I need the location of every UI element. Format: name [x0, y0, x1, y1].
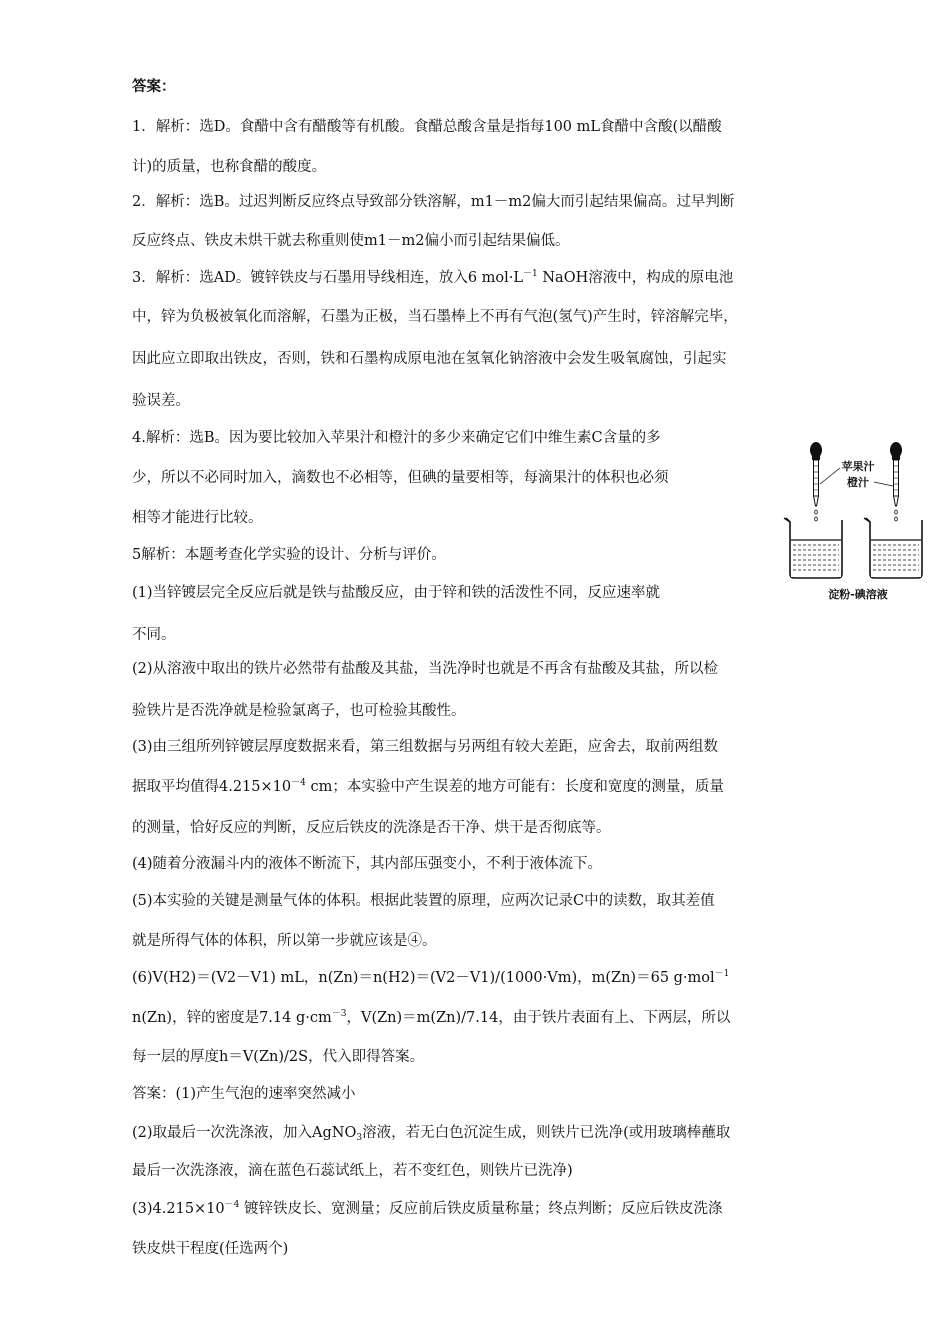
text-line-17: (3)由三组所列锌镀层厚度数据来看，第三组数据与另两组有较大差距，应舍去，取前两组数: [132, 739, 719, 755]
text-line-4: 反应终点、铁皮未烘干就去称重则使m1－m2偏小而引起结果偏低。: [132, 233, 570, 249]
text-line-5-part-b: NaOH溶液中，构成的原电池: [537, 270, 734, 286]
text-line-23: [132, 968, 729, 988]
figure-label-starch-iodine: 淀粉-碘溶液: [828, 588, 888, 601]
text-line-13: (1)当锌镀层完全反应后就是铁与盐酸反应，由于锌和铁的活泼性不同，反应速率就: [132, 585, 661, 601]
text-line-25: 每一层的厚度h＝V(Zn)/2S，代入即得答案。: [132, 1049, 425, 1065]
text-line-29-part-a: (3)4.215×10: [132, 1201, 225, 1217]
text-line-24-part-a: n(Zn)，锌的密度是7.14 g·cm: [132, 1010, 332, 1026]
text-line-27-part-a: (2)取最后一次洗涤液，加入AgNO: [132, 1125, 357, 1141]
left-dropper-icon: [810, 442, 822, 521]
right-beaker-icon: [864, 518, 922, 578]
text-line-3: 2．解析：选B。过迟判断反应终点导致部分铁溶解，m1－m2偏大而引起结果偏高。过早判断: [132, 194, 735, 210]
text-line-30: 铁皮烘干程度(任选两个): [132, 1241, 289, 1257]
answer-heading: 答案：: [132, 79, 176, 95]
superscript-minus-1: －1: [523, 269, 538, 279]
subscript-3: 3: [356, 1133, 363, 1143]
right-dropper-icon: [890, 442, 902, 521]
text-line-1: 1．解析：选D。食醋中含有醋酸等有机酸。食醋总酸含量是指每100 mL食醋中含酸(以醋酸: [132, 119, 722, 135]
text-line-5: [132, 268, 733, 288]
superscript-minus-3: －3: [331, 1009, 347, 1019]
superscript-minus-1-b: －1: [714, 969, 730, 979]
text-line-5-part-a: 3．解析：选AD。镀锌铁皮与石墨用导线相连，放入6 mol·L: [132, 270, 524, 286]
text-line-10: 少，所以不必同时加入，滴数也不必相等，但碘的量要相等，每滴果汁的体积也必须: [132, 470, 669, 486]
text-line-28: 最后一次洗涤液，滴在蓝色石蕊试纸上，若不变红色，则铁片已洗净): [132, 1163, 573, 1179]
figure-label-apple-juice: 苹果汁: [841, 460, 875, 473]
superscript-minus-4: －4: [291, 778, 306, 788]
text-line-24-part-b: ，V(Zn)＝m(Zn)/7.14，由于铁片表面有上、下两层，所以: [346, 1010, 731, 1026]
text-line-21: (5)本实验的关键是测量气体的体积。根据此装置的原理，应两次记录C中的读数，取其差值: [132, 893, 715, 909]
text-line-8: 验误差。: [132, 393, 190, 409]
left-beaker-icon: [784, 518, 842, 578]
beaker-dropper-figure: [778, 440, 928, 605]
text-line-29-part-b: 镀锌铁皮长、宽测量；反应前后铁皮质量称量；终点判断；反应后铁皮洗涤: [239, 1201, 723, 1217]
text-line-18-part-a: 据取平均值得4.215×10: [132, 779, 292, 795]
text-line-12: 5解析：本题考查化学实验的设计、分析与评价。: [132, 547, 446, 563]
text-line-27-part-b: 溶液，若无白色沉淀生成，则铁片已洗净(或用玻璃棒蘸取: [362, 1125, 731, 1141]
text-line-15: (2)从溶液中取出的铁片必然带有盐酸及其盐，当洗净时也就是不再含有盐酸及其盐，所以检: [132, 661, 719, 677]
text-line-29: [132, 1199, 723, 1219]
text-line-6: 中，锌为负极被氧化而溶解，石墨为正极，当石墨棒上不再有气泡(氢气)产生时，锌溶解完毕，: [132, 309, 738, 325]
text-line-9: 4.解析：选B。因为要比较加入苹果汁和橙汁的多少来确定它们中维生素C含量的多: [132, 430, 661, 446]
text-line-18-part-b: cm；本实验中产生误差的地方可能有：长度和宽度的测量，质量: [305, 779, 724, 795]
text-line-11: 相等才能进行比较。: [132, 510, 263, 526]
text-line-23-part-a: (6)V(H2)＝(V2－V1) mL，n(Zn)＝n(H2)＝(V2－V1)/(1000·Vm)，m(Zn)＝65 g·mol: [132, 970, 715, 986]
text-line-20: (4)随着分液漏斗内的液体不断流下，其内部压强变小，不利于液体流下。: [132, 856, 603, 872]
text-line-7: 因此应立即取出铁皮，否则，铁和石墨构成原电池在氢氧化钠溶液中会发生吸氧腐蚀，引起实: [132, 351, 727, 367]
text-line-22: 就是所得气体的体积，所以第一步就应该是④。: [132, 933, 437, 949]
text-line-27: [132, 1123, 730, 1143]
text-line-26: 答案：(1)产生气泡的速率突然减小: [132, 1086, 356, 1102]
text-line-14: 不同。: [132, 627, 176, 643]
superscript-minus-4-b: －4: [224, 1200, 240, 1210]
text-line-24: [132, 1008, 730, 1028]
figure-label-orange-juice: 橙汁: [847, 476, 869, 489]
text-line-18: [132, 777, 724, 797]
text-line-19: 的测量，恰好反应的判断，反应后铁皮的洗涤是否干净、烘干是否彻底等。: [132, 820, 611, 836]
text-line-16: 验铁片是否洗净就是检验氯离子，也可检验其酸性。: [132, 703, 466, 719]
text-line-2: 计)的质量，也称食醋的酸度。: [132, 159, 327, 175]
